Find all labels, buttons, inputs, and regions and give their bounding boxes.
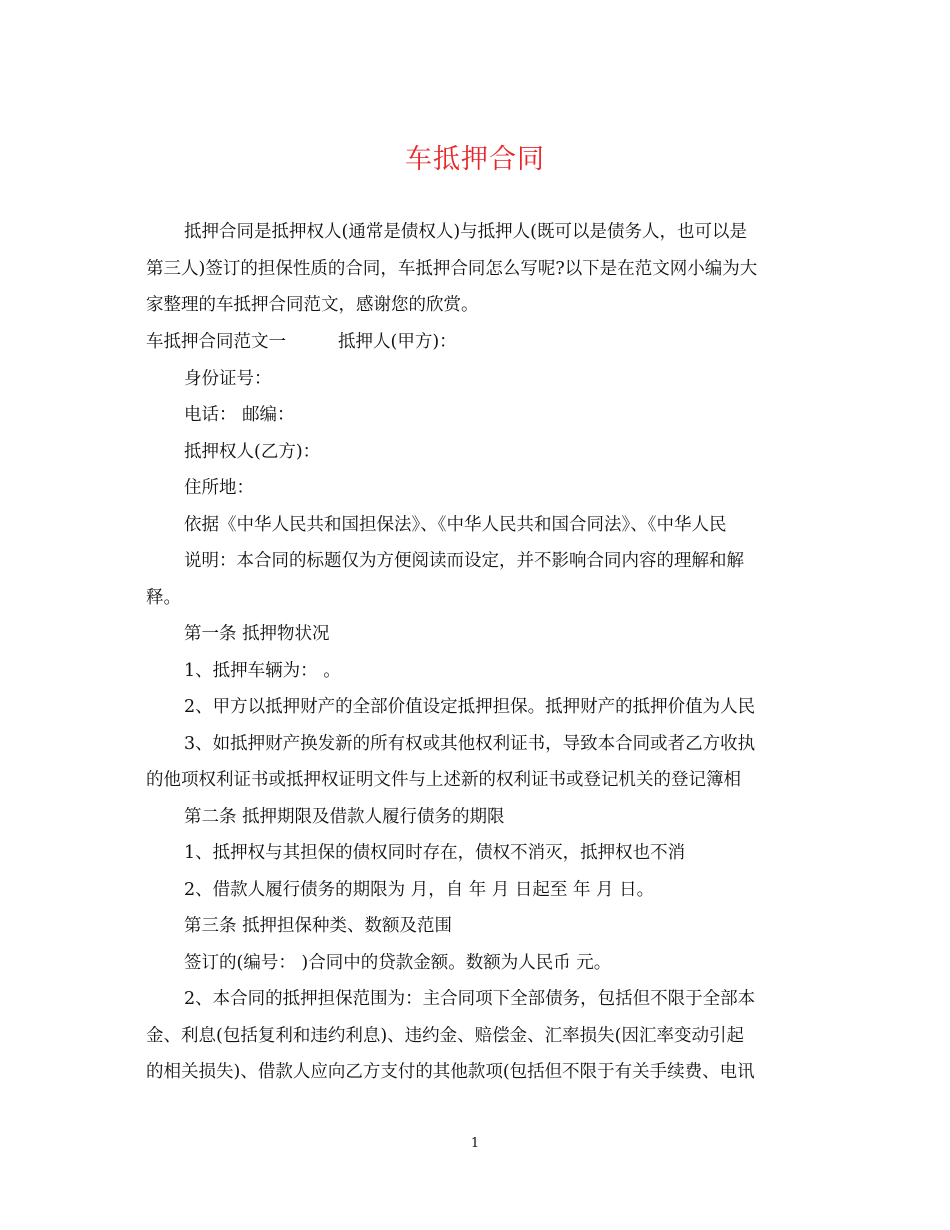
intro-line-3: 家整理的车抵押合同范文，感谢您的欣赏。 [146,295,479,315]
article-2-heading: 第二条 抵押期限及借款人履行债务的期限 [184,807,505,827]
address-label: 住所地： [184,478,254,498]
sample-heading: 车抵押合同范文一 [146,332,286,352]
note-line-2: 释。 [146,588,181,608]
intro-line-1: 抵押合同是抵押权人(通常是债权人)与抵押人(既可以是债务人，也可以是 [184,222,747,242]
article-1-item-1: 1、抵押车辆为： 。 [184,661,341,681]
page-number: 1 [470,1136,480,1151]
article-1-item-2: 2、甲方以抵押财产的全部价值设定抵押担保。抵押财产的抵押价值为人民 [184,697,756,717]
article-3-heading: 第三条 抵押担保种类、数额及范围 [184,916,453,936]
article-1-item-3-continued: 的他项权利证书或抵押权证明文件与上述新的权利证书或登记机关的登记簿相 [146,770,741,790]
article-3-item-2: 2、本合同的抵押担保范围为：主合同项下全部债务，包括但不限于全部本 [184,989,756,1009]
document-title: 车抵押合同 [405,144,545,175]
intro-line-2: 第三人)签订的担保性质的合同，车抵押合同怎么写呢?以下是在范文网小编为大 [146,259,758,279]
article-3-item-2-continued-2: 的相关损失)、借款人应向乙方支付的其他款项(包括但不限于有关手续费、电讯 [146,1062,755,1082]
article-3-item-1: 签订的(编号： )合同中的贷款金额。数额为人民币 元。 [184,953,612,973]
phone-postcode-label: 电话： 邮编： [184,405,295,425]
sample-heading-line [146,330,457,354]
basis-line: 依据《中华人民共和国担保法》、《中华人民共和国合同法》、《中华人民 [184,515,727,535]
article-3-item-2-continued-1: 金、利息(包括复利和违约利息)、违约金、赔偿金、汇率损失(因汇率变动引起 [146,1026,744,1046]
mortgagee-label: 抵押权人(乙方)： [184,442,321,462]
article-1-item-3: 3、如抵押财产换发新的所有权或其他权利证书，导致本合同或者乙方收执 [184,734,756,754]
note-line-1: 说明：本合同的标题仅为方便阅读而设定，并不影响合同内容的理解和解 [184,551,744,571]
article-2-item-1: 1、抵押权与其担保的债权同时存在，债权不消灭，抵押权也不消 [184,843,686,863]
article-2-item-2: 2、借款人履行债务的期限为 月，自 年 月 日起至 年 月 日。 [184,880,655,900]
mortgagor-label: 抵押人(甲方)： [338,332,457,352]
id-number-label: 身份证号： [184,369,272,389]
article-1-heading: 第一条 抵押物状况 [184,624,330,644]
